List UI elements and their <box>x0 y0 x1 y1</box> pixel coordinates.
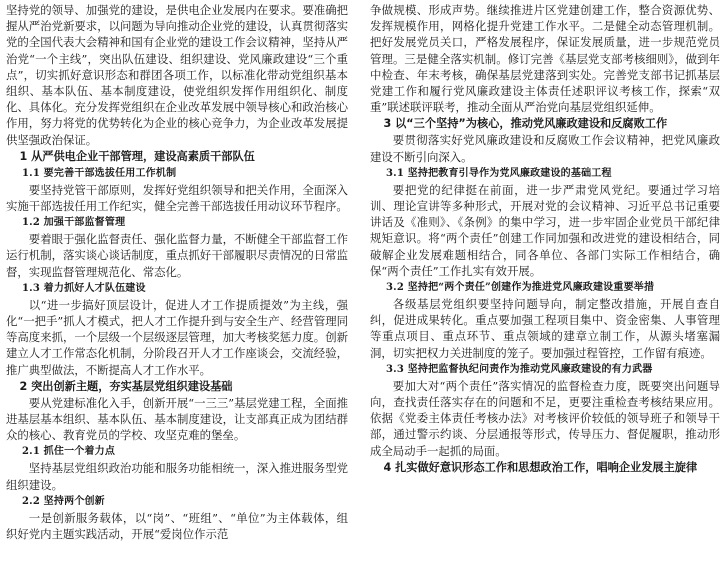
paragraph: 要贯彻落实好党风廉政建设和反腐败工作会议精神，把党风廉政建设不断引向深入。 <box>370 133 720 164</box>
paragraph: 要坚持党管干部原则，发挥好党组织领导和把关作用，全面深入实施干部选拔任用工作纪实，健全完善干部选拔任用动议环节程序。 <box>6 182 348 214</box>
paragraph: 各级基层党组织要坚持问题导向，制定整改措施，开展自查自纠，促进成果转化。重点要加强工程项目集中、资金密集、人事管理等重点项目、重点环节、重点领域的建章立制工作，从源头堵塞漏洞，切实把权力关进制度的笼子。要加强过程管控，工作留有痕迹。 <box>370 297 720 360</box>
subsection-heading: 2.1 抓住一个着力点 <box>22 446 116 458</box>
paragraph: 要把党的纪律挺在前面，进一步严肃党风党纪。要通过学习培训、理论宣讲等多种形式，开展对党的会议精神、习近平总书记重要讲话及《准则》、《条例》的集中学习，进一步牢固企业党员干部纪律规矩意识。将“两个责任”创建工作同加强和改进党的建设相结合，同破解企业发展难题相结合，同各单位、各部门实际工作相结合，确保“两个责任”工作扎实有效开展。 <box>370 182 720 278</box>
left-column <box>6 2 348 542</box>
paragraph: 要加大对“两个责任”落实情况的监督检查力度，既要突出问题导向，查找责任落实存在的问题和不足，更要注重检查考核结果应用。依据《党委主体责任考核办法》对考核评价较低的领导班子和领导干部，通过警示约谈、分层通报等形式，传导压力、督促履职，推动形成全局动手一起抓的局面。 <box>370 378 720 458</box>
paragraph: 坚持党的领导、加强党的建设，是供电企业发展内在要求。要准确把握从严治党新要求，以问题为导向推动企业党的建设，认真贯彻落实党的全国代表大会精神和国有企业党的建设工作会议精神，坚持从严治党“一个主线”，突出队伍建设、组织建设、党风廉政建设“三个重点”，切实抓好意识形态和群团各项工作，以标准化带动党组织基本组织、基本队伍、基本制度建设，使党组织发挥作用组织化、制度化、具体化。充分发挥党组织在企业改革发展中领导核心和政治核心作用，努力将党的优势转化为企业的核心竞争力，为企业改革发展提供坚强政治保证。 <box>6 3 348 147</box>
subsection-heading: 3.3 坚持把监督执纪问责作为推动党风廉政建设的有力武器 <box>386 363 653 375</box>
subsection-heading: 1.3 着力抓好人才队伍建设 <box>22 282 146 294</box>
paragraph: 争做规模、形成声势。继续推进片区党建创建工作，整合资源优势、发挥规模作用，网格化提升党建工作水平。二是健全动态管理机制。把好发展党员关口，严格发展程序，保证发展质量，进一步规范党员管理。三是健全落实机制。修订完善《基层党支部考核细则》，做到年中检查、年末考核，确保基层党建落到实处。完善党支部书记抓基层党建工作和履行党风廉政建设主体责任述职评议考核工作，探索“双重”联述联评联考，推动全面从严治党向基层党组织延伸。 <box>370 3 720 115</box>
paragraph: 坚持基层党组织政治功能和服务功能相统一，深入推进服务型党组织建设。 <box>6 461 348 492</box>
paragraph: 要着眼于强化监督责任、强化监督力量，不断健全干部监督工作运行机制，落实谈心谈话制度，重点抓好干部履职尽责情况的日常监督，实现监督管理规范化、常态化。 <box>6 232 348 279</box>
paragraph: 一是创新服务载体，以“岗”、“班组”、“单位”为主体载体，组织好党内主题实践活动，开展“爱岗位作示范 <box>6 510 348 542</box>
paragraph: 以“进一步搞好顶层设计，促进人才工作提质提效”为主线，强化“一把手”抓人才模式，把人才工作提升到与安全生产、经营管理同等高度来抓，一个层级一个层级逐层管理，加大考核奖惩力度。创新建立人才工作常态化机制，分阶段召开人才工作座谈会，交流经验，推广典型做法，不断提高人才工作水平。 <box>6 297 348 377</box>
subsection-heading: 2.2 坚持两个创新 <box>22 495 105 507</box>
subsection-heading: 3.2 坚持把“两个责任”创建作为推进党风廉政建设重要举措 <box>386 282 655 294</box>
right-column <box>370 2 720 476</box>
section-heading: 2 突出创新主题，夯实基层党组织建设基础 <box>19 379 233 393</box>
section-heading: 3 以“三个坚持”为核心，推动党风廉政建设和反腐败工作 <box>383 117 668 131</box>
subsection-heading: 1.2 加强干部监督管理 <box>22 217 126 229</box>
subsection-heading: 1.1 要完善干部选拔任用工作机制 <box>22 167 177 179</box>
section-heading: 4 扎实做好意识形态工作和思想政治工作，唱响企业发展主旋律 <box>383 460 698 474</box>
paragraph: 要从党建标准化入手，创新开展“一三三”基层党建工程，全面推进基层基本组织、基本队伍、基本制度建设，让支部真正成为团结群众的核心、教育党员的学校、攻坚克难的堡垒。 <box>6 395 348 443</box>
subsection-heading: 3.1 坚持把教育引导作为党风廉政建设的基础工程 <box>386 167 612 179</box>
section-heading: 1 从严供电企业干部管理，建设高素质干部队伍 <box>19 149 255 163</box>
